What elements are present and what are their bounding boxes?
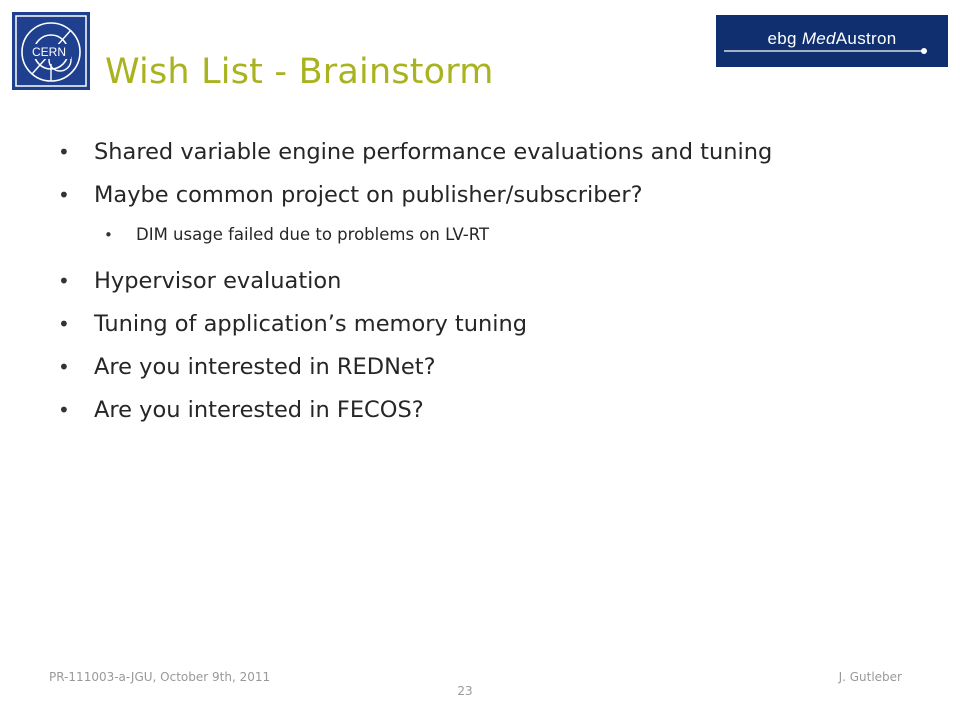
bullet-item: • Are you interested in REDNet? [58,347,918,390]
bullet-list [58,132,918,433]
page-number: 23 [457,684,473,698]
bullet-item: • Shared variable engine performance evaluations and tuning [58,132,918,175]
bullet-item: • Tuning of application’s memory tuning [58,304,918,347]
footer-reference: PR-111003-a-JGU, October 9th, 2011 [49,670,271,684]
medaustron-logo [716,15,948,67]
sub-bullet-item: • DIM usage failed due to problems on LV-RT [58,218,918,261]
slide-title: Wish List - Brainstorm [105,52,494,92]
medaustron-logo-text: ebg MedAustron [767,29,897,48]
bullet-item: • Hypervisor evaluation [58,261,918,304]
bullet-item: • Are you interested in FECOS? [58,390,918,433]
bullet-item: • Maybe common project on publisher/subscriber? [58,175,918,218]
cern-logo [12,12,90,90]
medaustron-logo-line [716,15,948,67]
cern-logo-text: CERN [31,45,67,59]
footer-author: J. Gutleber [838,670,902,684]
cern-logo-graphic [12,12,90,90]
